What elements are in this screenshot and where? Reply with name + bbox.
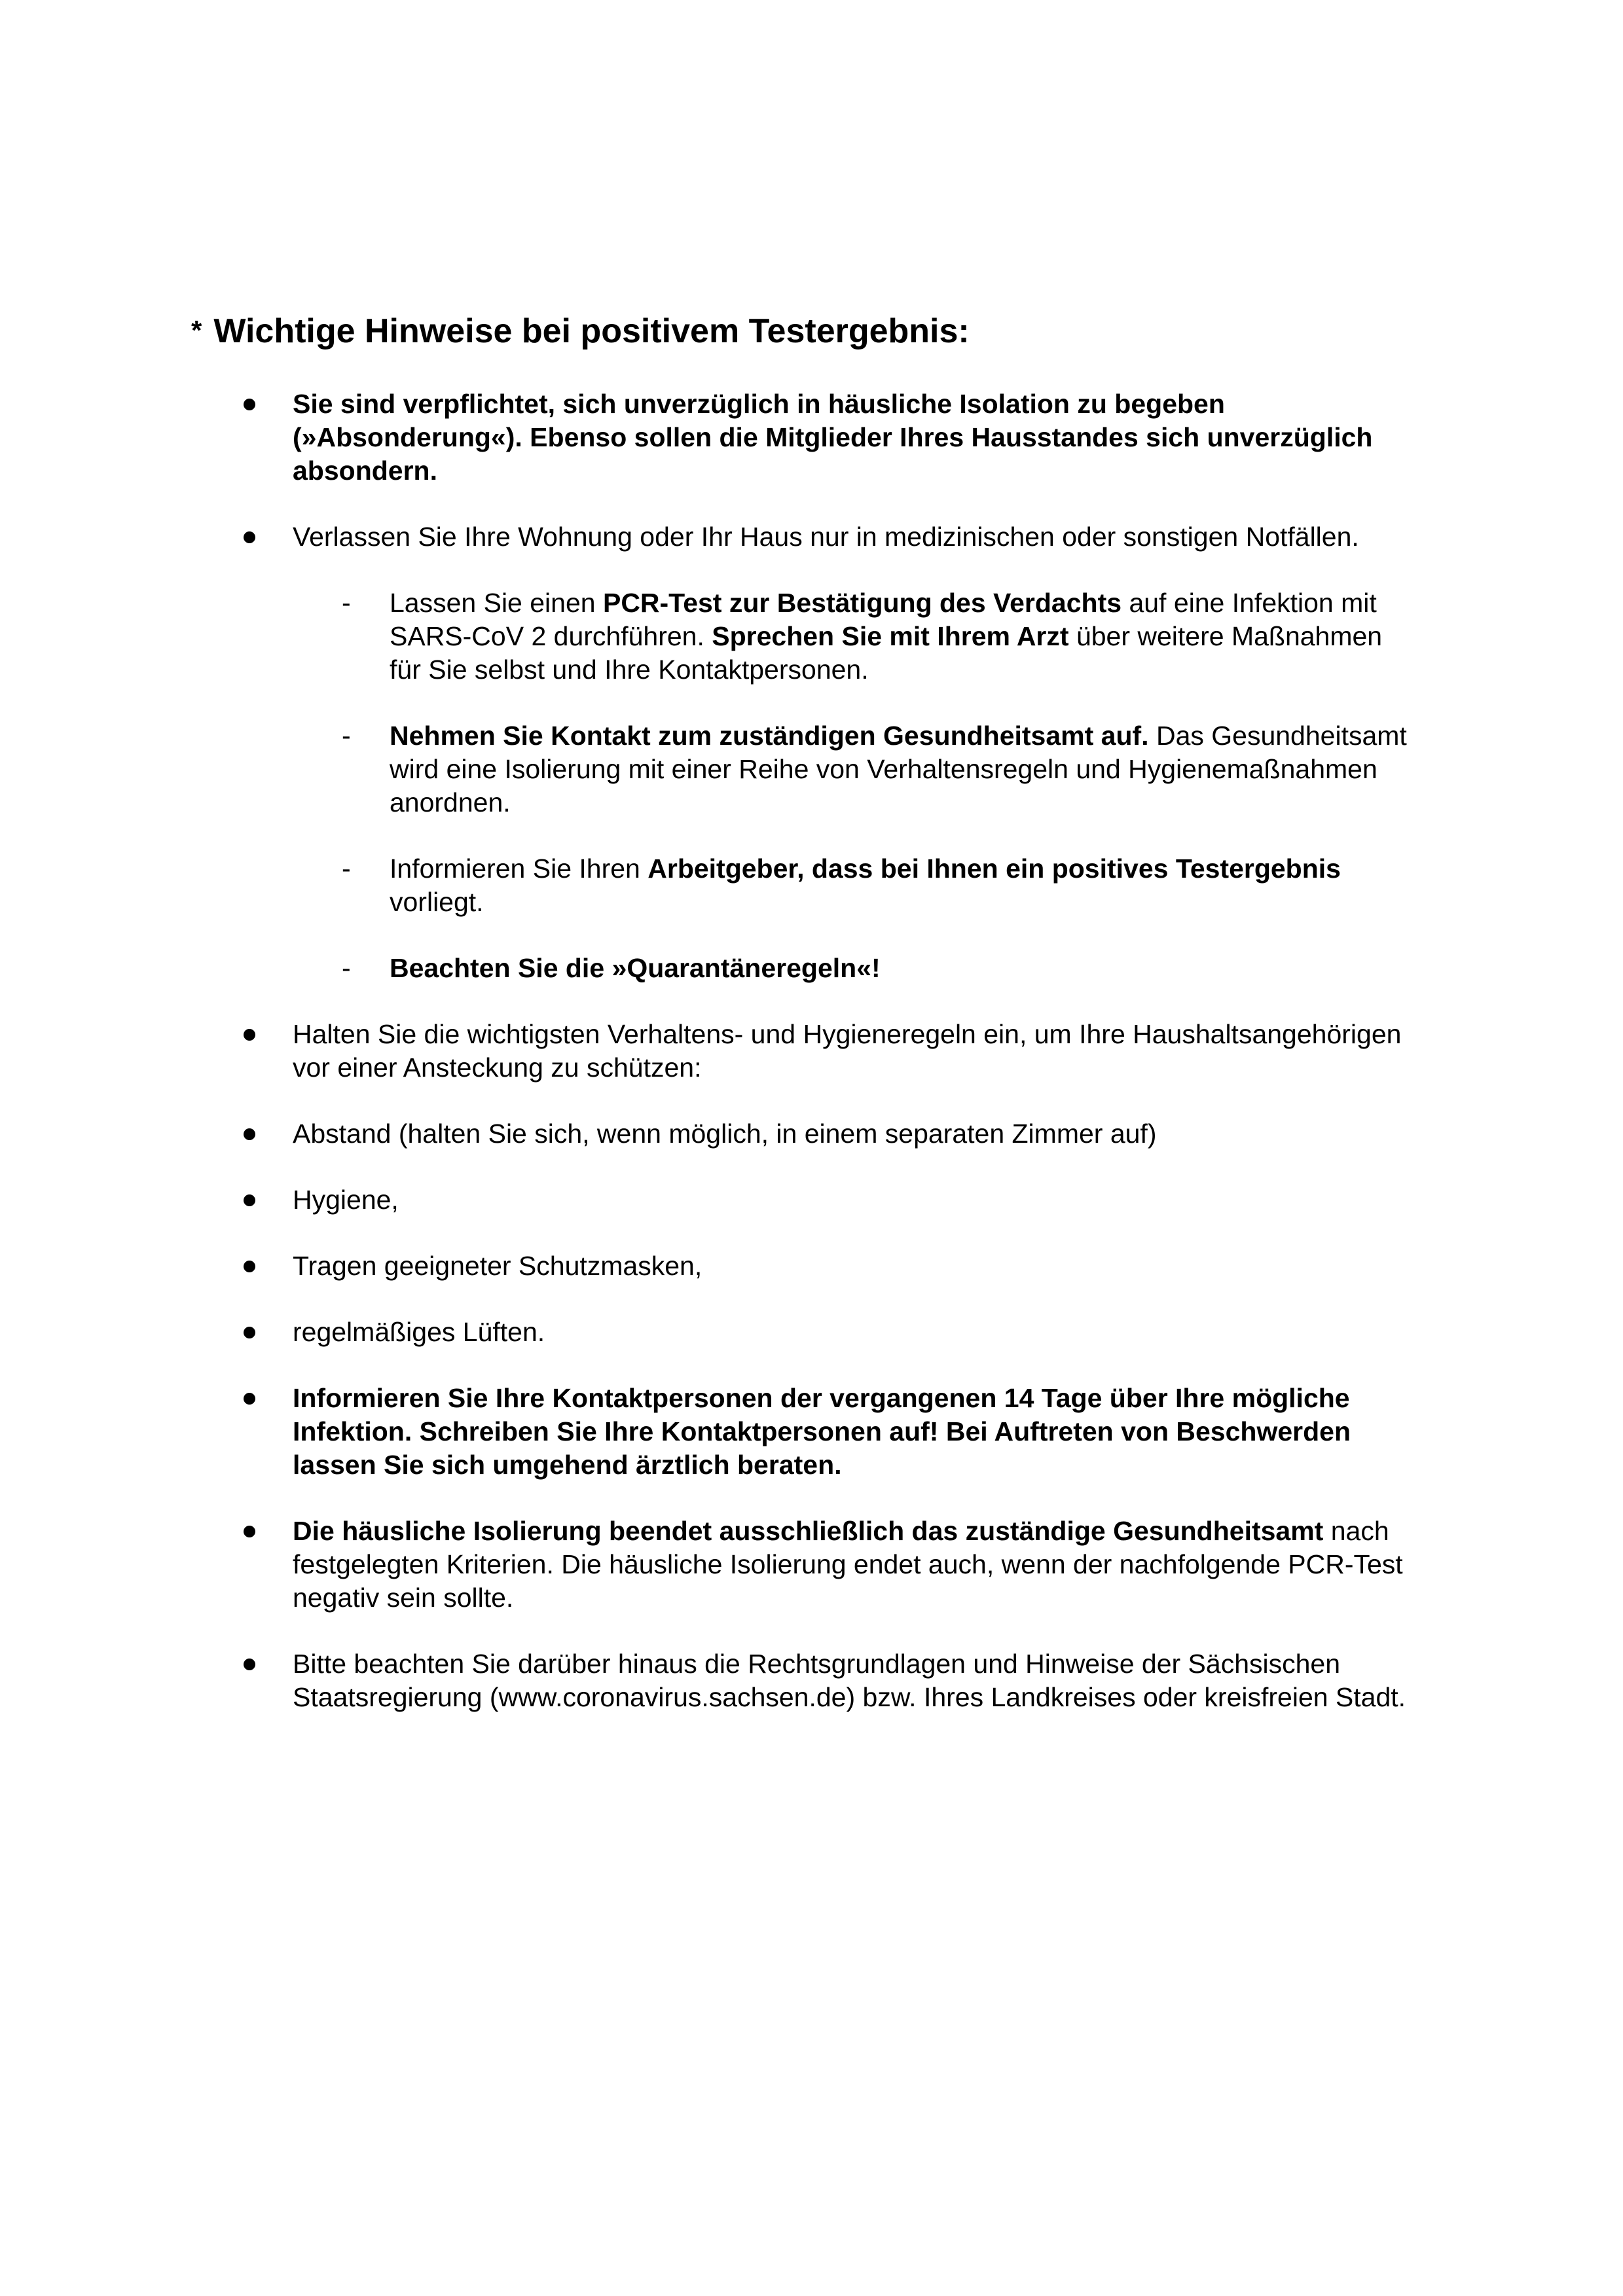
dash-marker: - <box>342 721 351 751</box>
list-item-leave-home <box>244 520 1435 554</box>
sub-item-text: auf eine Infektion mit SARS-CoV 2 durchführen. <box>390 588 1377 651</box>
list-item-text: Halten Sie die wichtigsten Verhaltens- und Hygieneregeln ein, um Ihre Haushaltsangehörigen vor einer Ansteckung zu schützen: <box>293 1019 1402 1083</box>
bullet-icon <box>244 1659 255 1670</box>
sub-item-quarantine-rules <box>342 952 1411 985</box>
list-item-hygiene-rules <box>244 1018 1435 1085</box>
bullet-icon <box>244 1128 255 1140</box>
list-item-text: Hygiene, <box>293 1185 399 1215</box>
list-item-text-bold: Informieren Sie Ihre Kontaktpersonen der vergangenen 14 Tage über Ihre mögliche Infektion. Schreiben Sie Ihre Kontaktpersonen auf! Bei Auftreten von Beschwerden lassen Sie sich umgehend ärztlich beraten. <box>293 1383 1351 1480</box>
sub-item-employer <box>342 852 1411 919</box>
list-item-text-bold: Die häusliche Isolierung beendet ausschließlich das zuständige Gesundheitsamt <box>293 1516 1324 1546</box>
list-item-text: Bitte beachten Sie darüber hinaus die Rechtsgrundlagen und Hinweise der Sächsischen Staatsregierung (www.coronavirus.sachsen.de) bzw. Ihres Landkreises oder kreisfreien Stadt. <box>293 1649 1406 1712</box>
sub-item-text-bold: Arbeitgeber, dass bei Ihnen ein positives Testergebnis <box>647 853 1341 884</box>
list-item-hygiene <box>244 1183 1435 1217</box>
notice-list <box>244 387 1435 1747</box>
list-item-text: Abstand (halten Sie sich, wenn möglich, in einem separaten Zimmer auf) <box>293 1119 1157 1149</box>
list-item-isolation-end <box>244 1515 1435 1615</box>
sub-item-text-bold: Sprechen Sie mit Ihrem Arzt <box>712 621 1069 651</box>
bullet-icon <box>244 1393 255 1405</box>
list-item-text: regelmäßiges Lüften. <box>293 1317 545 1347</box>
sub-item-text-bold: Nehmen Sie Kontakt zum zuständigen Gesundheitsamt auf. <box>390 721 1149 751</box>
list-item-distance <box>244 1117 1435 1151</box>
page-title-text: Wichtige Hinweise bei positivem Testergebnis: <box>213 312 970 350</box>
dash-marker: - <box>342 853 351 884</box>
list-item-legal-notes <box>244 1647 1435 1714</box>
bullet-icon <box>244 399 255 410</box>
dash-marker: - <box>342 953 351 983</box>
dash-marker: - <box>342 588 351 618</box>
sub-item-pcr-test <box>342 586 1411 687</box>
bullet-icon <box>244 1526 255 1537</box>
list-item-text: nach festgelegten Kriterien. Die häusliche Isolierung endet auch, wenn der nachfolgende PCR-Test negativ sein sollte. <box>293 1516 1403 1613</box>
sub-item-text: vorliegt. <box>390 887 484 917</box>
page-title <box>191 308 1435 354</box>
sub-item-text: Lassen Sie einen <box>390 588 603 618</box>
bullet-icon <box>244 1194 255 1206</box>
list-item-text: Tragen geeigneter Schutzmasken, <box>293 1251 702 1281</box>
list-item-text: Verlassen Sie Ihre Wohnung oder Ihr Haus nur in medizinischen oder sonstigen Notfällen. <box>293 522 1359 552</box>
list-item-isolation-duty <box>244 387 1435 488</box>
bullet-icon <box>244 1029 255 1041</box>
sub-item-text-bold: Beachten Sie die »Quarantäneregeln«! <box>390 953 881 983</box>
sub-item-text: Das Gesundheitsamt wird eine Isolierung mit einer Reihe von Verhaltensregeln und Hygienemaßnahmen anordnen. <box>390 721 1407 817</box>
list-item-masks <box>244 1249 1435 1283</box>
list-item-text: Sie sind verpflichtet, sich unverzüglich in häusliche Isolation zu begeben (»Absonderung«). Ebenso sollen die Mitglieder Ihres Hausstandes sich unverzüglich absondern. <box>293 389 1373 486</box>
sub-item-text: über weitere Maßnahmen für Sie selbst und Ihre Kontaktpersonen. <box>390 621 1383 685</box>
bullet-icon <box>244 1327 255 1338</box>
asterisk-marker: * <box>191 315 202 346</box>
bullet-icon <box>244 1261 255 1272</box>
sub-item-text-bold: PCR-Test zur Bestätigung des Verdachts <box>602 588 1122 618</box>
bullet-icon <box>244 531 255 543</box>
list-item-ventilation <box>244 1316 1435 1349</box>
sub-item-health-office <box>342 719 1411 819</box>
sub-item-text: Informieren Sie Ihren <box>390 853 648 884</box>
list-item-inform-contacts <box>244 1382 1435 1482</box>
